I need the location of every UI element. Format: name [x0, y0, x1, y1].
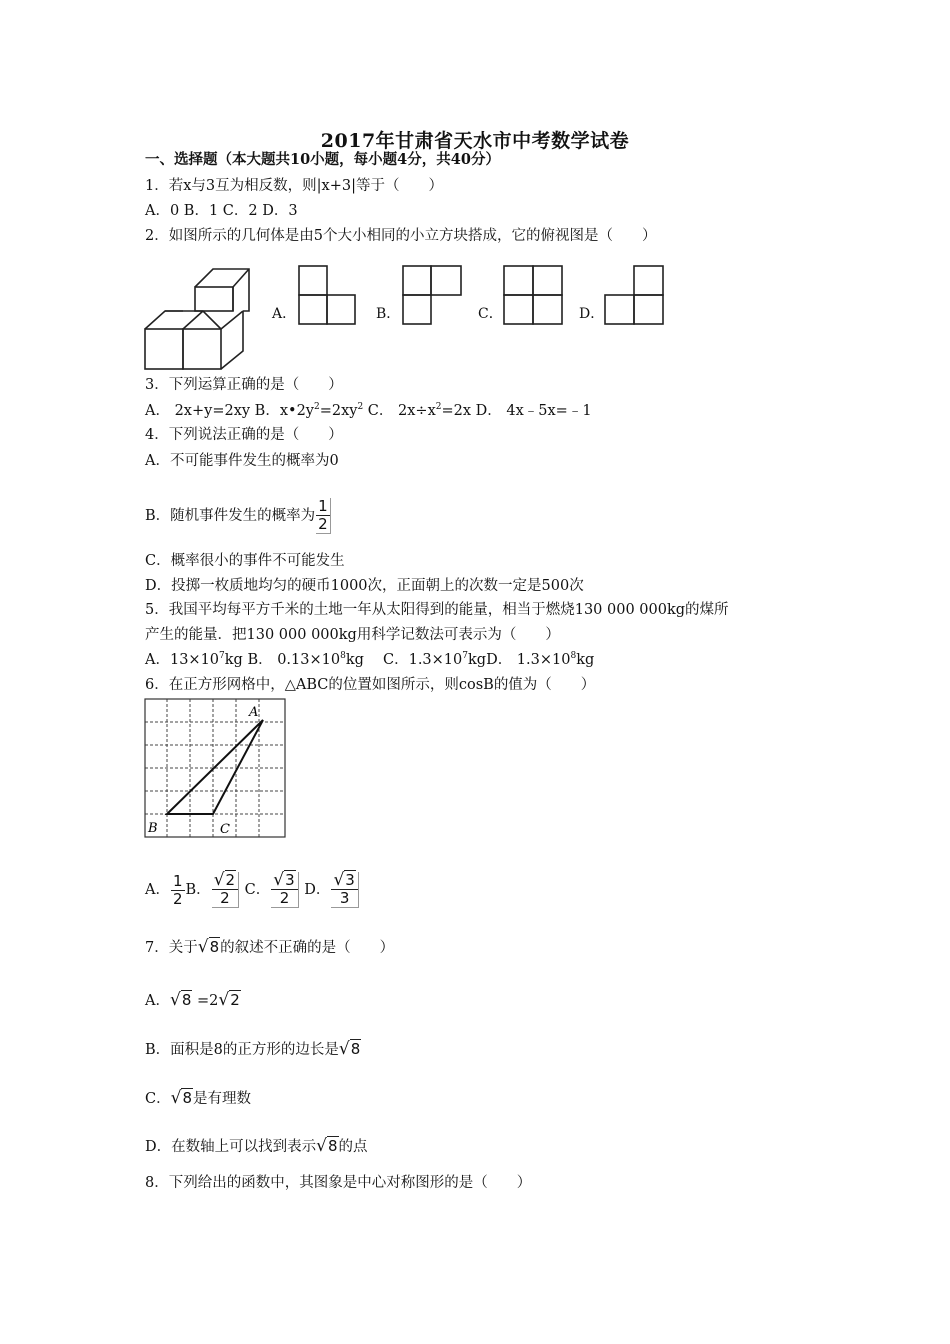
q2-solid-figure — [143, 265, 251, 371]
q7-option-b: B．面积是8的正方形的边长是√8 — [145, 1039, 361, 1059]
q5-stem-line1: 5．我国平均每平方千米的土地一年从太阳得到的能量，相当于燃烧130 000 000kg的煤所 — [145, 602, 729, 618]
page-title: 2017年甘肃省天水市中考数学试卷 — [320, 130, 630, 152]
q6-frac-c: $\frac{√3}{2}$ — [271, 872, 298, 908]
q6-options: A． $\frac{1}{2}$ B． $\frac{√2}{2}$ C． $\frac{√3}{2}$ D． $\frac{√3}{3}$ — [145, 872, 360, 908]
q4-option-c: C．概率很小的事件不可能发生 — [145, 553, 345, 569]
q6-point-b-label: B — [148, 821, 158, 836]
q6-grid-figure — [143, 697, 289, 839]
q6-frac-a: $\frac{1}{2}$ — [172, 871, 183, 908]
q2-option-d-label: D． — [579, 306, 605, 322]
q6-point-c-label: C — [220, 822, 230, 837]
q2-option-a-figure — [298, 265, 358, 325]
q4-stem: 4．下列说法正确的是（ ） — [145, 427, 343, 443]
q7-option-c: C．√8是有理数 — [145, 1088, 251, 1108]
q3-options: A． 2x+y=2xy B．$x•2y^2=2xy^2$ C． $2x\div x^2=2x$ D． 4x﹣5x=﹣1 — [145, 402, 592, 419]
q4-fraction-half: $\frac{1}{2}$ — [316, 498, 331, 534]
q2-option-c-label: C． — [478, 306, 503, 322]
q2-option-b-figure — [402, 265, 464, 325]
q7-stem: 7．关于√8的叙述不正确的是（ ） — [145, 937, 395, 957]
q2-option-c-figure — [503, 265, 565, 325]
q6-point-a-label: A — [249, 705, 259, 720]
section-heading: 一、选择题（本大题共10小题，每小题4分，共40分） — [145, 151, 500, 168]
q6-frac-b: $\frac{√2}{2}$ — [212, 872, 239, 908]
q4-option-b: B．随机事件发生的概率为 $\frac{1}{2}$ — [145, 498, 332, 534]
q7-option-d: D．在数轴上可以找到表示√8的点 — [145, 1136, 368, 1156]
q6-stem: 6．在正方形网格中，△ABC的位置如图所示，则cosB的值为（ ） — [145, 677, 596, 693]
q1-stem: 1．若x与3互为相反数，则|x+3|等于（ ） — [145, 178, 443, 194]
q5-stem-line2: 产生的能量．把130 000 000kg用科学记数法可表示为（ ） — [145, 627, 560, 643]
q2-option-b-label: B． — [376, 306, 401, 322]
q5-options: A．$13\times 10^7kg$ B． $0.13\times 10^8kg$ C．$1.3\times 10^7kgD$． $1.3\times 10^8kg$ — [145, 651, 595, 668]
q1-options: A．0 B．1 C．2 D．3 — [145, 203, 298, 219]
q6-frac-d: $\frac{√3}{3}$ — [331, 872, 358, 908]
q2-stem: 2．如图所示的几何体是由5个大小相同的小立方块搭成，它的俯视图是（ ） — [145, 228, 657, 244]
q4-option-a: A．不可能事件发生的概率为0 — [145, 453, 339, 469]
q2-option-d-figure — [604, 265, 666, 325]
q7-option-a: A．√8 =2√2 — [145, 990, 240, 1010]
q8-stem: 8．下列给出的函数中，其图象是中心对称图形的是（ ） — [145, 1175, 532, 1191]
q7-sqrt: √8 — [197, 937, 220, 957]
q3-stem: 3．下列运算正确的是（ ） — [145, 377, 343, 393]
q2-option-a-label: A． — [272, 306, 297, 322]
q4-option-d: D．投掷一枚质地均匀的硬币1000次，正面朝上的次数一定是500次 — [145, 578, 584, 594]
